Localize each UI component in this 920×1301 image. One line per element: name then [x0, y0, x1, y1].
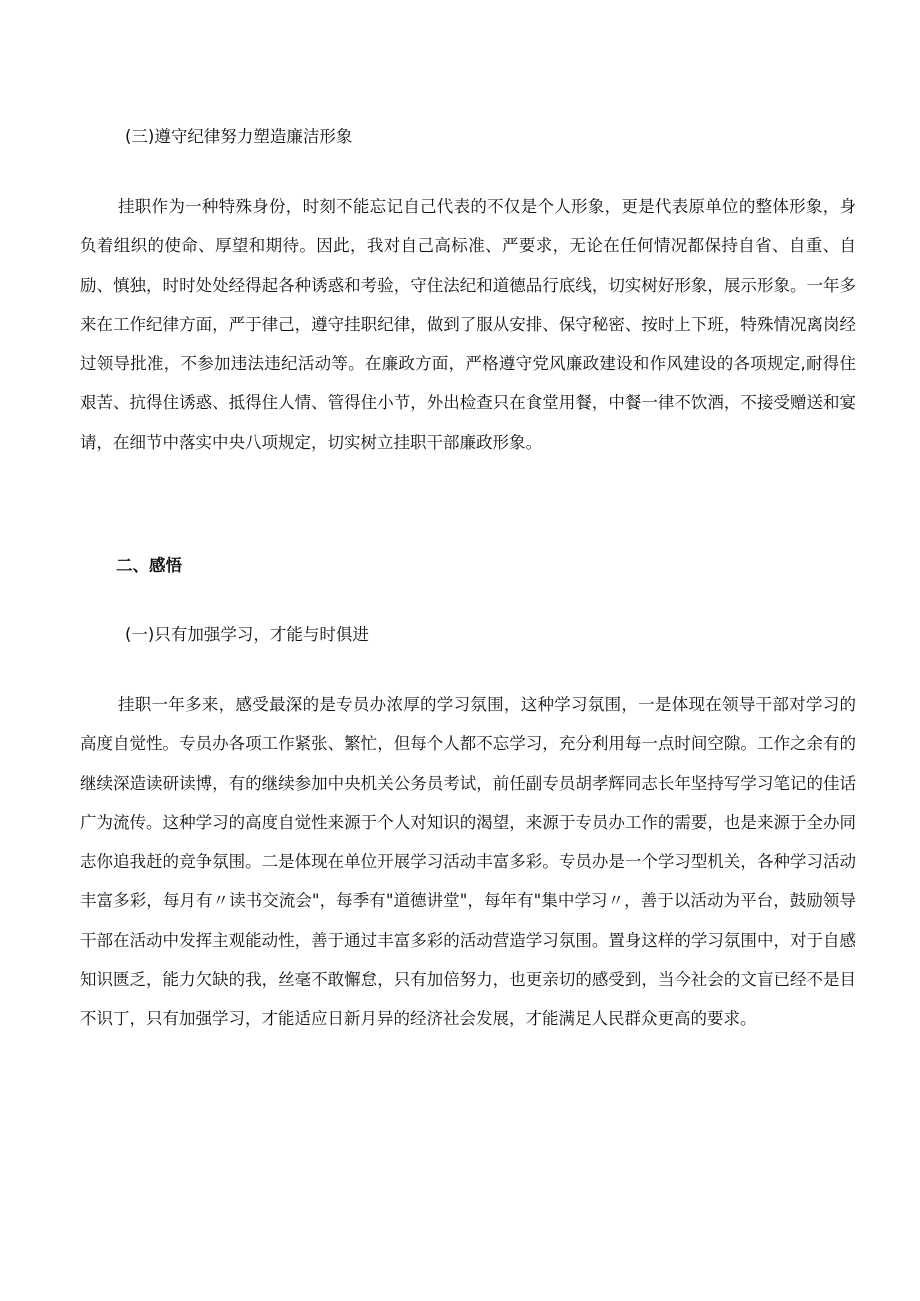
part-2-heading: 二、感悟 [116, 556, 182, 575]
part-2-sub-1-heading: (一)只有加强学习，才能与时俱进 [125, 625, 369, 644]
section-3-heading: (三)遵守纪律努力塑造廉洁形象 [125, 127, 353, 146]
section-3-paragraph: 挂职作为一种特殊身份，时刻不能忘记自己代表的不仅是个人形象，更是代表原单位的整体形象，身负着组织的使命、厚望和期待。因此，我对自己高标准、严要求，无论在任何情况都保持自省、自重、自励、慎独，时时处处经得起各种诱惑和考验，守住法纪和道德品行底线，切实树好形象，展示形象。一年多来在工作纪律方面，严于律己，遵守挂职纪律，做到了服从安排、保守秘密、按时上下班，特殊情况离岗经过领导批准，不参加违法违纪活动等。在廉政方面，严格遵守党风廉政建设和作风建设的各项规定,耐得住艰苦、抗得住诱惑、抵得住人情、管得住小节，外出检查只在食堂用餐，中餐一律不饮酒，不接受赠送和宴请，在细节中落实中央八项规定，切实树立挂职干部廉政形象。 [80, 197, 856, 452]
part-2-sub-1-paragraph: 挂职一年多来，感受最深的是专员办浓厚的学习氛围，这种学习氛围，一是体现在领导干部对学习的高度自觉性。专员办各项工作紧张、繁忙，但每个人都不忘学习，充分利用每一点时间空隙。工作之余有的继续深造读研读博，有的继续参加中央机关公务员考试，前任副专员胡孝辉同志长年坚持写学习笔记的佳话广为流传。这种学习的高度自觉性来源于个人对知识的渴望，来源于专员办工作的需要，也是来源于全办同志你追我赶的竞争氛围。二是体现在单位开展学习活动丰富多彩。专员办是一个学习型机关，各种学习活动丰富多彩，每月有〃读书交流会"，每季有"道德讲堂"，每年有"集中学习〃，善于以活动为平台，鼓励领导干部在活动中发挥主观能动性，善于通过丰富多彩的活动营造学习氛围。置身这样的学习氛围中，对于自感知识匮乏，能力欠缺的我，丝毫不敢懈怠，只有加倍努力，也更亲切的感受到，当今社会的文盲已经不是目不识丁，只有加强学习，才能适应日新月异的经济社会发展，才能满足人民群众更高的要求。 [80, 695, 856, 1029]
